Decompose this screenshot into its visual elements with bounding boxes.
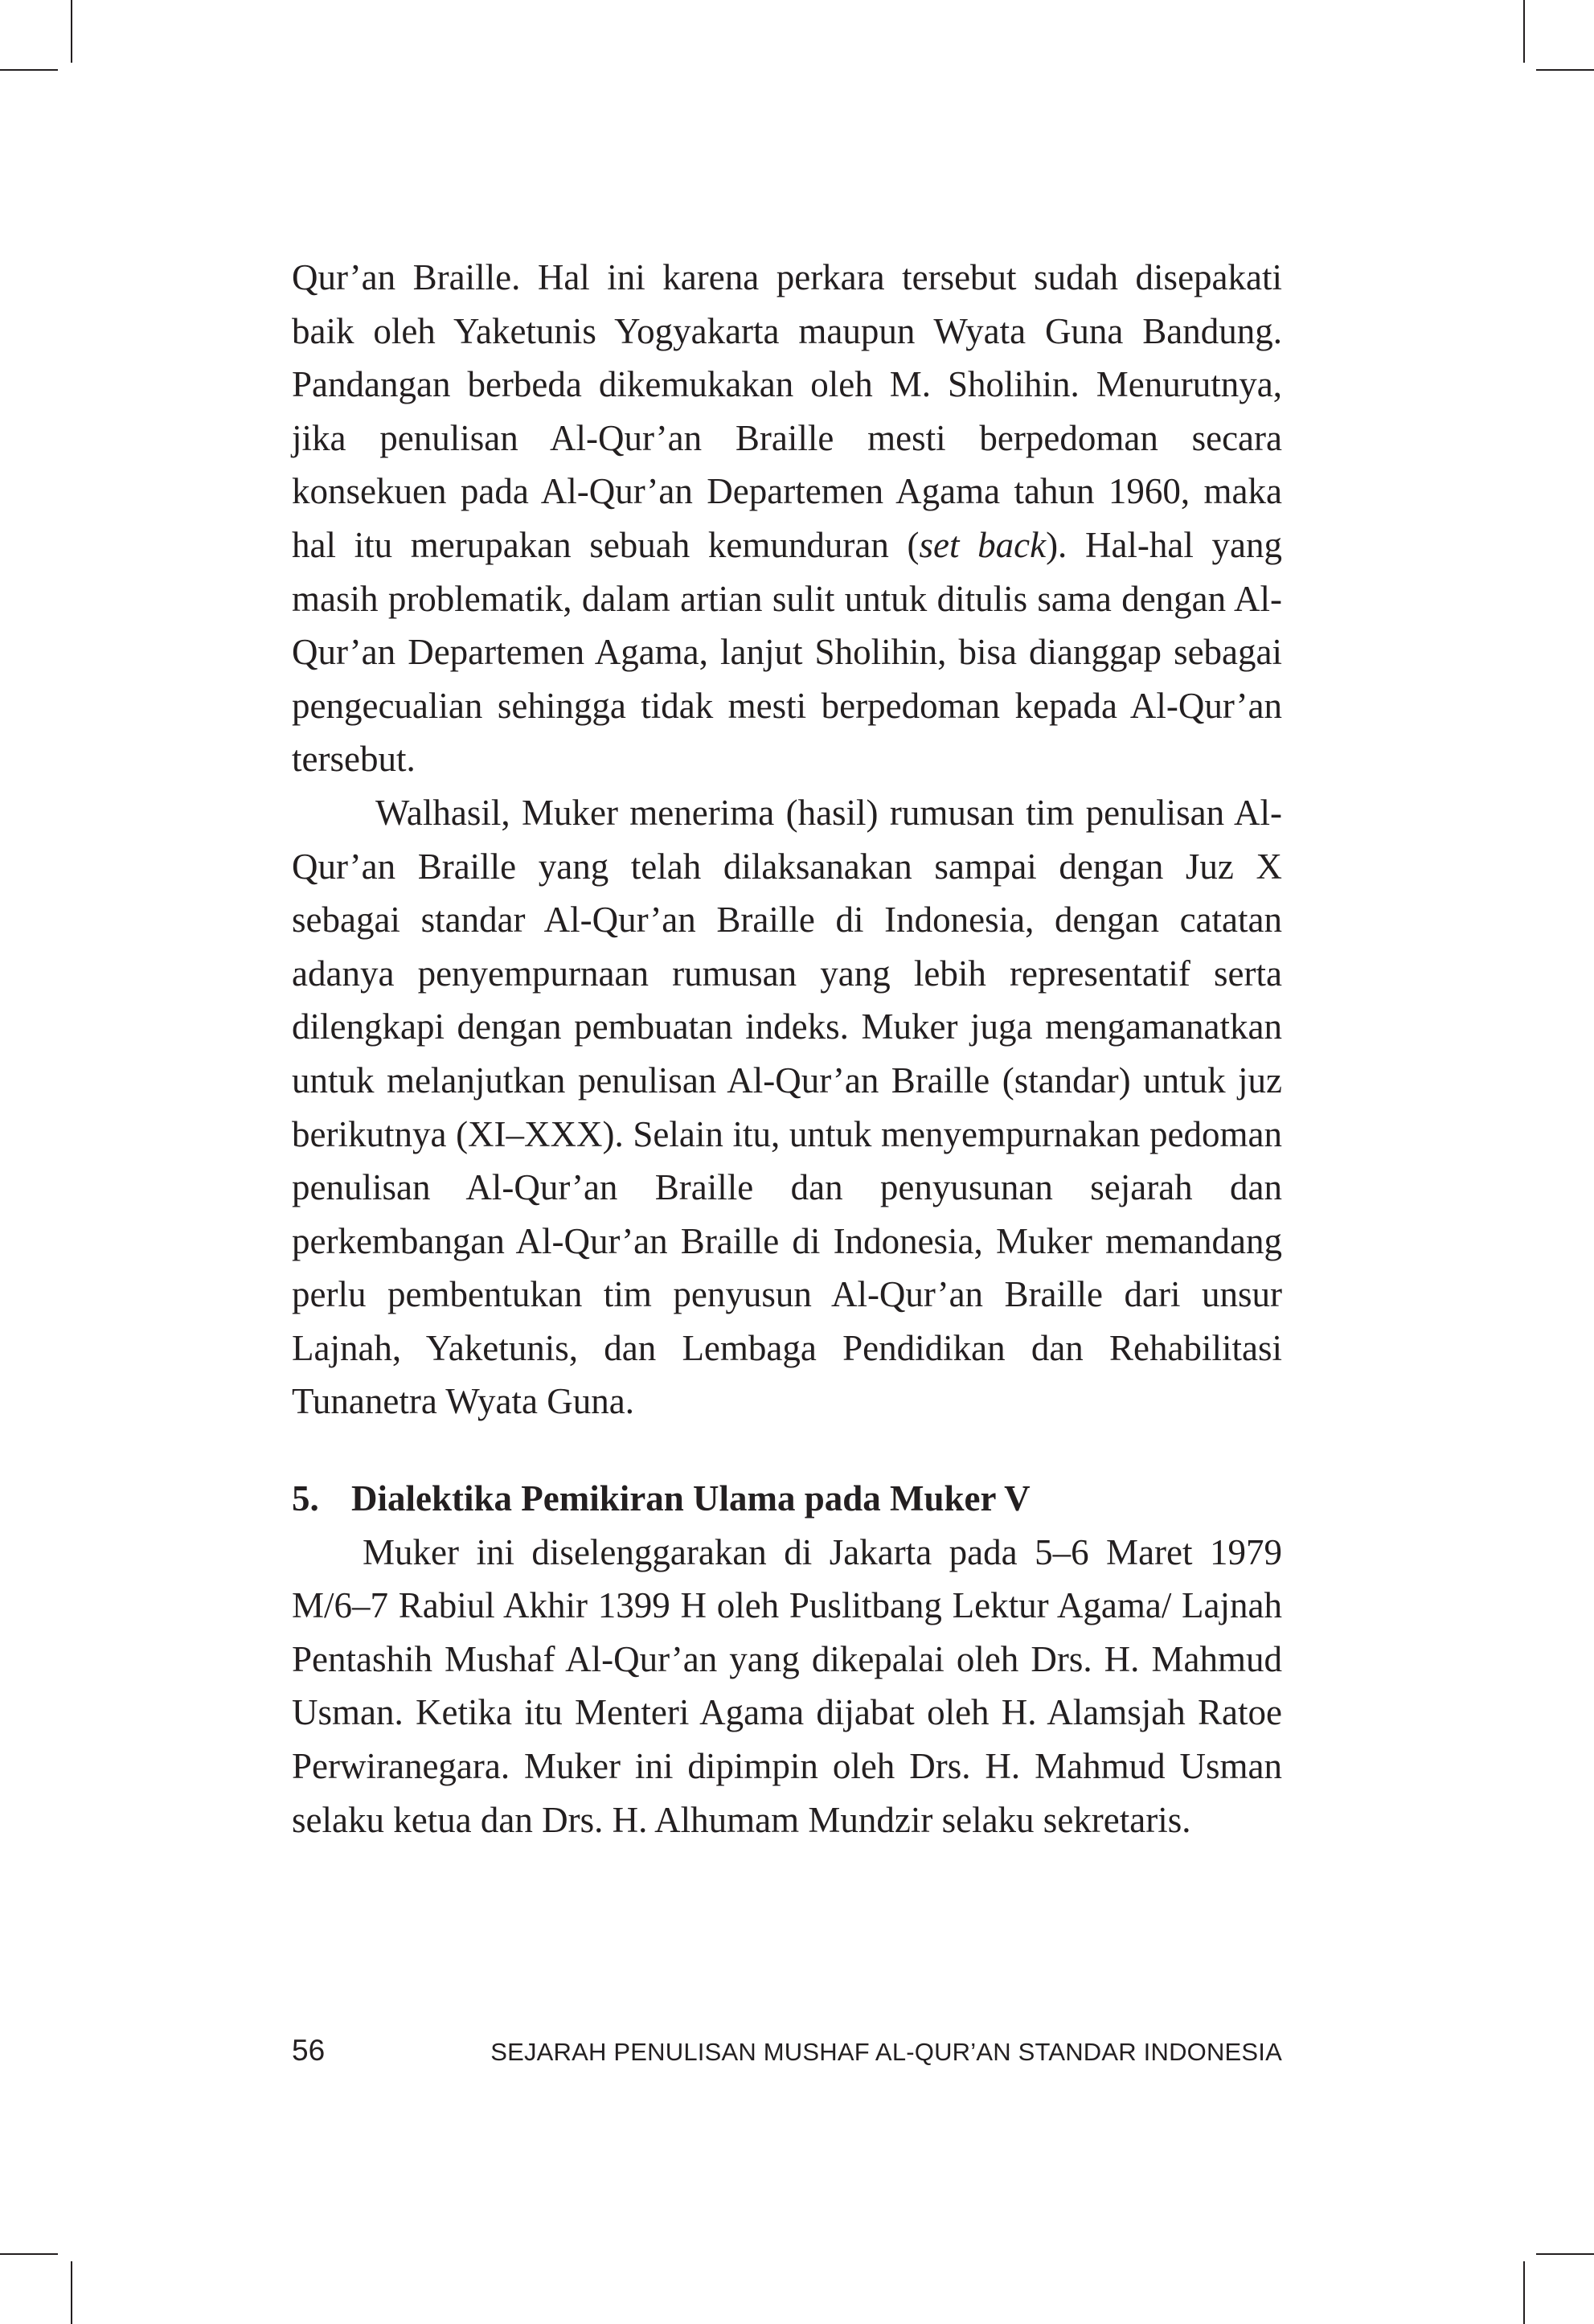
- crop-mark-bottom-left-h: [0, 2253, 58, 2255]
- crop-mark-top-right: [1523, 0, 1525, 63]
- body-text: [292, 251, 1282, 1846]
- crop-mark-bottom-right-h: [1536, 2253, 1594, 2255]
- paragraph-1-text-a: Qur’an Braille. Hal ini karena perkara tersebut sudah disepakati baik oleh Yaketunis Yogyakarta maupun Wyata Guna Bandung. Pandangan berbeda dikemukakan oleh M. Sholihin. Menurutnya, jika penulisan Al-Qur’an Braille mesti berpedoman secara konsekuen pada Al-Qur’an Departemen Agama tahun 1960, maka hal itu merupakan sebuah kemunduran (: [292, 257, 1282, 565]
- paragraph-2: Walhasil, Muker menerima (hasil) rumusan tim penulisan Al-Qur’an Braille yang telah dilaksanakan sampai dengan Juz X sebagai standar Al-Qur’an Braille di Indonesia, dengan catatan adanya penyempurnaan rumusan yang lebih representatif serta dilengkapi dengan pembuatan indeks. Muker juga mengamanatkan untuk melanjutkan penulisan Al-Qur’an Braille (standar) untuk juz berikutnya (XI–XXX). Selain itu, untuk menyempurnakan pedoman penulisan Al-Qur’an Braille dan penyusunan sejarah dan perkembangan Al-Qur’an Braille di Indonesia, Muker memandang perlu pembentukan tim penyusun Al-Qur’an Braille dari unsur Lajnah, Yaketunis, dan Lembaga Pendidikan dan Rehabilitasi Tunanetra Wyata Guna.: [292, 792, 1282, 1422]
- paragraph-1-text-b: ). Hal-hal yang masih problematik, dalam artian sulit untuk ditulis sama dengan Al-Qur’an Departemen Agama, lanjut Sholihin, bisa dianggap sebagai pengecualian sehingga tidak mesti berpedoman kepada Al-Qur’an tersebut.: [292, 524, 1282, 780]
- crop-mark-top-left: [71, 0, 72, 63]
- paragraph-3: Muker ini diselenggarakan di Jakarta pada 5–6 Maret 1979 M/6–7 Rabiul Akhir 1399 H oleh Puslitbang Lektur Agama/ Lajnah Pentashih Mushaf Al-Qur’an yang dikepalai oleh Drs. H. Mahmud Usman. Ketika itu Menteri Agama dijabat oleh H. Alamsjah Ratoe Perwiranegara. Muker ini dipimpin oleh Drs. H. Mahmud Usman selaku ketua dan Drs. H. Alhumam Mundzir selaku sekretaris.: [292, 1531, 1282, 1840]
- page-footer: [292, 2034, 1282, 2068]
- crop-mark-bottom-right: [1523, 2261, 1525, 2324]
- paragraph-1-italic: set back: [919, 524, 1047, 565]
- crop-mark-top-left-h: [0, 69, 58, 71]
- crop-mark-bottom-left: [71, 2261, 72, 2324]
- section-title: Dialektika Pemikiran Ulama pada Muker V: [351, 1478, 1031, 1519]
- section-heading: [292, 1472, 1282, 1526]
- paragraph-1: [292, 251, 1282, 786]
- crop-mark-top-right-h: [1536, 69, 1594, 71]
- section-number: 5.: [292, 1478, 319, 1519]
- page-number: 56: [292, 2034, 326, 2067]
- running-title: SEJARAH PENULISAN MUSHAF AL-QUR’AN STANDAR INDONESIA: [490, 2038, 1282, 2066]
